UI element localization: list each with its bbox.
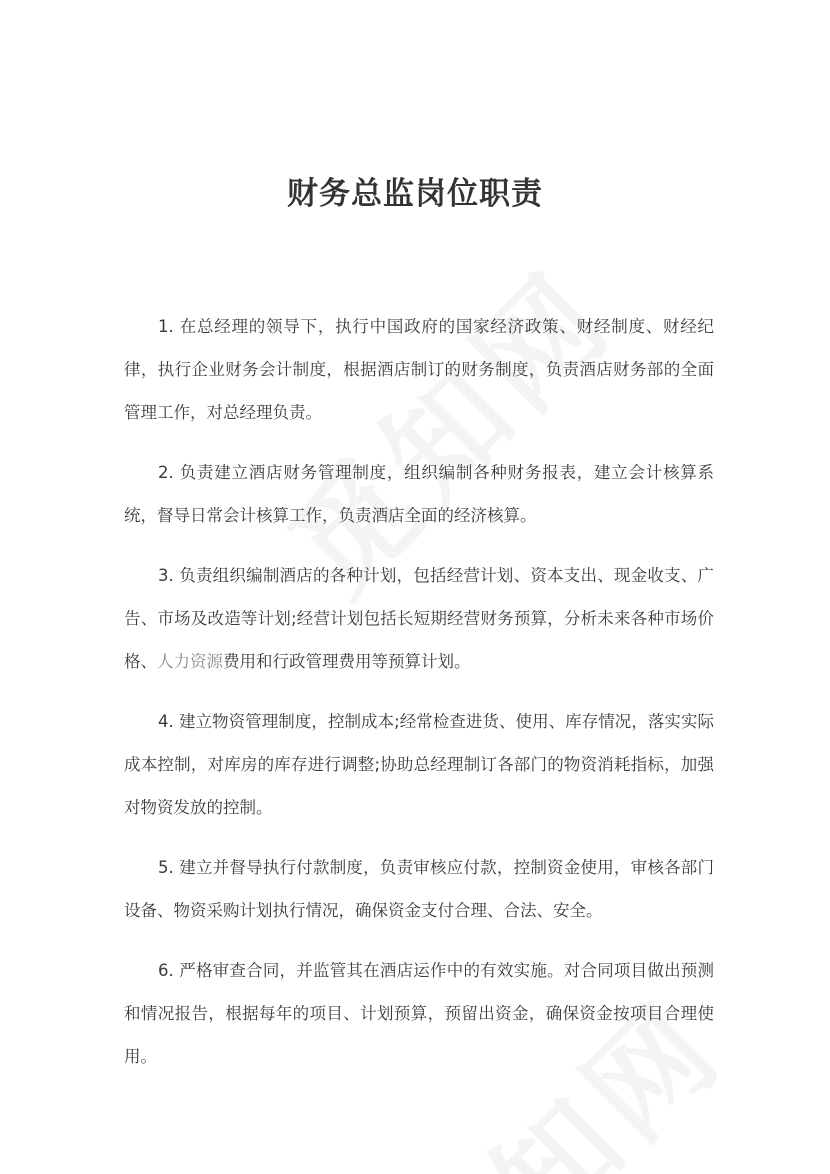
paragraph-number: 3. <box>158 566 174 585</box>
paragraph-text: 负责组织编制酒店的各种计划，包括经营计划、资本支出、现金收支、广告、市场及改造等计划;经营计划包括长短期经营财务预算，分析未来各种市场价格、 <box>124 566 714 671</box>
document-body <box>124 305 714 1095</box>
hr-link[interactable]: 人力资源 <box>157 652 223 671</box>
paragraph-1 <box>124 305 714 434</box>
paragraph-3 <box>124 554 714 683</box>
paragraph-number: 2. <box>158 463 174 482</box>
paragraph-text: 费用和行政管理费用等预算计划。 <box>223 652 471 671</box>
paragraph-number: 5. <box>158 858 174 877</box>
paragraph-5 <box>124 846 714 932</box>
paragraph-text: 负责建立酒店财务管理制度，组织编制各种财务报表，建立会计核算系统，督导日常会计核算工作，负责酒店全面的经济核算。 <box>124 463 715 525</box>
paragraph-text: 建立并督导执行付款制度，负责审核应付款，控制资金使用，审核各部门设备、物资采购计划执行情况，确保资金支付合理、合法、安全。 <box>124 858 714 920</box>
paragraph-4 <box>124 700 714 829</box>
page-title: 财务总监岗位职责 <box>287 176 543 212</box>
paragraph-text: 严格审查合同，并监管其在酒店运作中的有效实施。对合同项目做出预测和情况报告，根据每年的项目、计划预算，预留出资金，确保资金按项目合理使用。 <box>124 961 714 1066</box>
paragraph-6 <box>124 949 714 1078</box>
paragraph-number: 4. <box>158 712 174 731</box>
paragraph-text: 在总经理的领导下，执行中国政府的国家经济政策、财经制度、财经纪律，执行企业财务会计制度，根据酒店制订的财务制度，负责酒店财务部的全面管理工作，对总经理负责。 <box>124 317 715 422</box>
paragraph-number: 1. <box>158 317 174 336</box>
paragraph-number: 6. <box>158 961 174 980</box>
paragraph-2 <box>124 451 714 537</box>
paragraph-text: 建立物资管理制度，控制成本;经常检查进货、使用、库存情况，落实实际成本控制，对库房的库存进行调整;协助总经理制订各部门的物资消耗指标，加强对物资发放的控制。 <box>124 712 714 817</box>
